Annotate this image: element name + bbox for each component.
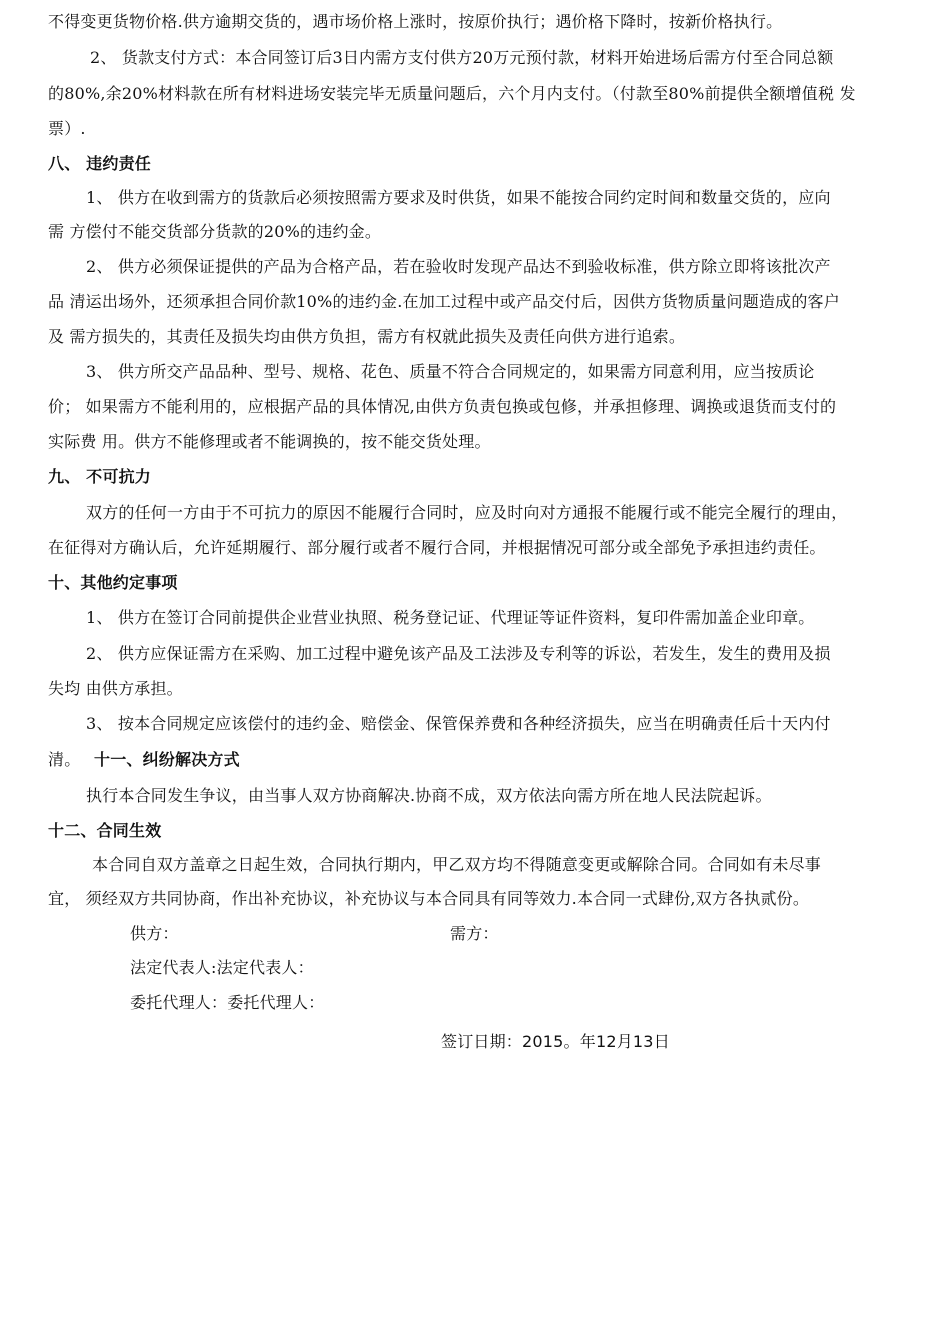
buyer-label: 需方： <box>450 924 499 943</box>
section-heading-effectiveness: 十二、合同生效 <box>48 821 162 840</box>
text-line: 品 清运出场外，还须承担合同价款10%的违约金.在加工过程中或产品交付后，因供方货物质量问题造成的客户 <box>48 292 840 311</box>
text-line: 失均 由供方承担。 <box>48 679 183 698</box>
text-line: 双方的任何一方由于不可抗力的原因不能履行合同时，应及时向对方通报不能履行或不能完全履行的理由， <box>86 503 848 522</box>
section-heading-breach: 八、 违约责任 <box>48 154 151 173</box>
text-line: 3、 供方所交产品品种、型号、规格、花色、质量不符合合同规定的，如果需方同意利用，应当按质论 <box>86 362 815 381</box>
supplier-label: 供方： <box>130 924 179 943</box>
text-line: 1、 供方在签订合同前提供企业营业执照、税务登记证、代理证等证件资料，复印件需加盖企业印章。 <box>86 608 815 627</box>
signing-date-day: 13 <box>632 1032 654 1051</box>
text-line: 本合同自双方盖章之日起生效，合同执行期内，甲乙双方均不得随意变更或解除合同。合同如有未尽事 <box>92 855 822 874</box>
text-line: 3、 按本合同规定应该偿付的违约金、赔偿金、保管保养费和各种经济损失，应当在明确责任后十天内付 <box>86 714 831 733</box>
text-line: 宜， 须经双方共同协商，作出补充协议，补充协议与本合同具有同等效力.本合同一式肆份,双方各执贰份。 <box>48 889 810 908</box>
signing-date-year: 2015 <box>522 1032 564 1051</box>
signing-date <box>441 1032 670 1052</box>
text-line: 票）. <box>48 119 86 138</box>
signing-date-label: 签订日期： <box>441 1032 523 1051</box>
text-line: 1、 供方在收到需方的货款后必须按照需方要求及时供货，如果不能按合同约定时间和数量交货的，应向 <box>86 188 831 207</box>
text-line: 执行本合同发生争议，由当事人双方协商解决.协商不成，双方依法向需方所在地人民法院起诉。 <box>86 786 772 805</box>
section-heading-other-terms: 十、其他约定事项 <box>48 573 178 592</box>
section-heading-force-majeure: 九、 不可抗力 <box>48 467 151 486</box>
legal-representative-line: 法定代表人:法定代表人： <box>130 958 314 977</box>
signing-date-day-unit: 日 <box>653 1032 670 1051</box>
text-line: 实际费 用。供方不能修理或者不能调换的，按不能交货处理。 <box>48 432 491 451</box>
signing-date-month-unit: 月 <box>616 1032 633 1051</box>
text-line: 2、 供方必须保证提供的产品为合格产品，若在验收时发现产品达不到验收标准，供方除立即将该批次产 <box>86 257 831 276</box>
signing-date-separator: 。年 <box>563 1032 596 1051</box>
text-line: 2、 货款支付方式：本合同签订后3日内需方支付供方20万元预付款，材料开始进场后需方付至合同总额 <box>90 48 834 67</box>
signing-date-month: 12 <box>595 1032 617 1051</box>
text-line: 及 需方损失的，其责任及损失均由供方负担，需方有权就此损失及责任向供方进行追索。 <box>48 327 686 346</box>
text-line: 不得变更货物价格.供方逾期交货的，遇市场价格上涨时，按原价执行；遇价格下降时，按新价格执行。 <box>48 12 783 31</box>
text-line: 清。 <box>48 750 81 769</box>
text-line: 在征得对方确认后，允许延期履行、部分履行或者不履行合同，并根据情况可部分或全部免予承担违约责任。 <box>48 538 826 557</box>
agent-line: 委托代理人：委托代理人： <box>130 993 325 1012</box>
section-heading-dispute: 十一、纠纷解决方式 <box>94 750 240 769</box>
text-line: 需 方偿付不能交货部分货款的20%的违约金。 <box>48 222 382 241</box>
text-line: 价； 如果需方不能利用的，应根据产品的具体情况,由供方负责包换或包修，并承担修理、调换或退货而支付的 <box>48 397 837 416</box>
text-line: 的80%,余20%材料款在所有材料进场安装完毕无质量问题后，六个月内支付。（付款至80%前提供全额增值税 发 <box>48 84 856 103</box>
text-line: 2、 供方应保证需方在采购、加工过程中避免该产品及工法涉及专利等的诉讼，若发生，发生的费用及损 <box>86 644 831 663</box>
